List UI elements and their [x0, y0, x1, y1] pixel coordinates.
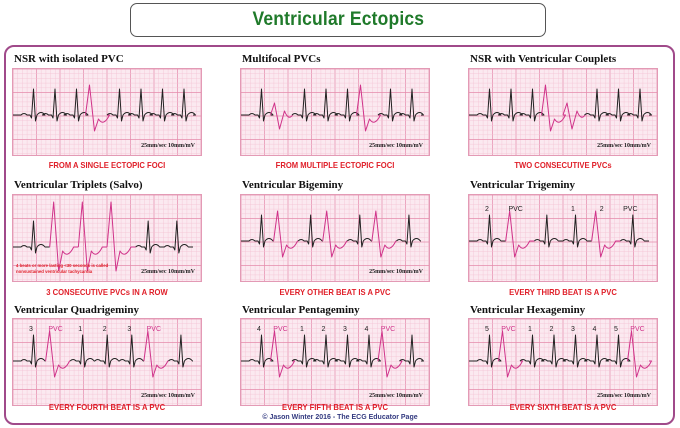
- panel-caption: FROM A SINGLE ECTOPIC FOCI: [48, 160, 166, 170]
- beat-label: 2: [549, 326, 554, 333]
- beat-label: PVC: [630, 326, 645, 333]
- panel-title: Multifocal PVCs: [242, 53, 321, 65]
- panel-caption: EVERY SIXTH BEAT IS A PVC: [509, 402, 617, 412]
- beat-label: 5: [485, 326, 489, 333]
- panel-caption: EVERY FIFTH BEAT IS A PVC: [281, 402, 388, 412]
- beat-label: 3: [343, 326, 347, 333]
- panel-caption: FROM MULTIPLE ECTOPIC FOCI: [275, 160, 395, 170]
- ecg-svg: [13, 319, 201, 405]
- beat-label: 3: [127, 326, 132, 333]
- paper-speed-label: 25mm/sec 10mm/mV: [369, 143, 423, 149]
- panel-caption: TWO CONSECUTIVE PVCs: [514, 160, 612, 170]
- ecg-strip: [468, 68, 658, 156]
- normal-trace: [13, 221, 50, 253]
- paper-speed-label: 25mm/sec 10mm/mV: [141, 143, 195, 149]
- paper-speed-label: 25mm/sec 10mm/mV: [141, 393, 195, 399]
- title-box: [130, 3, 546, 37]
- paper-speed-label: 25mm/sec 10mm/mV: [369, 269, 423, 275]
- paper-speed-label: 25mm/sec 10mm/mV: [597, 393, 651, 399]
- panel-caption: 3 CONSECUTIVE PVCs IN A ROW: [46, 287, 168, 297]
- ecg-strip: [468, 194, 658, 282]
- beat-label: 3: [29, 326, 33, 333]
- panel-title: Ventricular Hexageminy: [470, 304, 586, 316]
- beat-label: 1: [78, 326, 83, 333]
- beat-label: PVC: [146, 326, 162, 333]
- panel-title: Ventricular Pentageminy: [242, 304, 360, 316]
- beat-label: 1: [300, 326, 304, 333]
- ecg-strip: [12, 194, 202, 282]
- pvc-complex: [274, 211, 299, 257]
- beat-label: PVC: [48, 326, 63, 333]
- normal-trace: [292, 335, 381, 367]
- beat-label: PVC: [508, 206, 523, 213]
- ecg-strip: [12, 318, 202, 406]
- normal-trace: [168, 335, 193, 367]
- beat-label: 2: [485, 206, 489, 213]
- beat-label: 1: [528, 326, 532, 333]
- beat-label: 2: [599, 206, 604, 213]
- panel-title: Ventricular Bigeminy: [242, 179, 344, 191]
- beat-label: PVC: [273, 326, 288, 333]
- pvc-complex: [357, 85, 381, 131]
- ecg-svg: [241, 195, 429, 281]
- normal-trace: [136, 221, 193, 253]
- ecg-strip: [468, 318, 658, 406]
- ecg-svg: [13, 69, 201, 155]
- panel-title: Ventricular Triplets (Salvo): [14, 179, 143, 191]
- panel-caption: EVERY FOURTH BEAT IS A PVC: [48, 402, 166, 412]
- beat-label: PVC: [501, 326, 516, 333]
- beat-label: 3: [571, 326, 575, 333]
- beat-label: 4: [592, 326, 597, 333]
- credit-line: © Jason Winter 2016 - The ECG Educator Page: [262, 414, 418, 421]
- ecg-svg: [241, 319, 429, 405]
- paper-speed-label: 25mm/sec 10mm/mV: [597, 143, 651, 149]
- ecg-svg: [241, 69, 429, 155]
- beat-label: 4: [257, 326, 261, 333]
- ecg-svg: [13, 195, 201, 281]
- panel-title: Ventricular Quadrigeminy: [14, 304, 139, 316]
- ecg-strip: [240, 194, 430, 282]
- beat-label: 2: [102, 326, 107, 333]
- beat-label: 1: [571, 206, 575, 213]
- panel-caption: EVERY THIRD BEAT IS A PVC: [509, 287, 617, 297]
- panel-title: NSR with Ventricular Couplets: [470, 53, 617, 65]
- ecg-svg: [469, 319, 657, 405]
- panel-title: Ventricular Trigeminy: [470, 179, 576, 191]
- beat-label: PVC: [380, 326, 396, 333]
- panel-title: NSR with isolated PVC: [14, 53, 124, 65]
- beat-label: 2: [321, 326, 326, 333]
- beat-label: 5: [614, 326, 618, 333]
- beat-label: PVC: [623, 206, 638, 213]
- normal-trace: [520, 335, 630, 367]
- ecg-strip: [240, 318, 430, 406]
- ecg-svg: [469, 195, 657, 281]
- ecg-strip: [240, 68, 430, 156]
- beat-label: 4: [364, 326, 369, 333]
- pvc-complex: [372, 211, 397, 257]
- paper-speed-label: 25mm/sec 10mm/mV: [141, 269, 195, 275]
- panel-caption: EVERY OTHER BEAT IS A PVC: [279, 287, 391, 297]
- ecg-svg: [469, 69, 657, 155]
- vt-note: 4 beats or more lasting <30 seconds is called: [16, 263, 109, 268]
- ecg-strip: [12, 68, 202, 156]
- page-title: Ventricular Ectopics: [252, 9, 424, 30]
- paper-speed-label: 25mm/sec 10mm/mV: [369, 393, 423, 399]
- vt-note: nonsustained ventricular tachycardia: [16, 269, 93, 274]
- normal-trace: [400, 335, 424, 367]
